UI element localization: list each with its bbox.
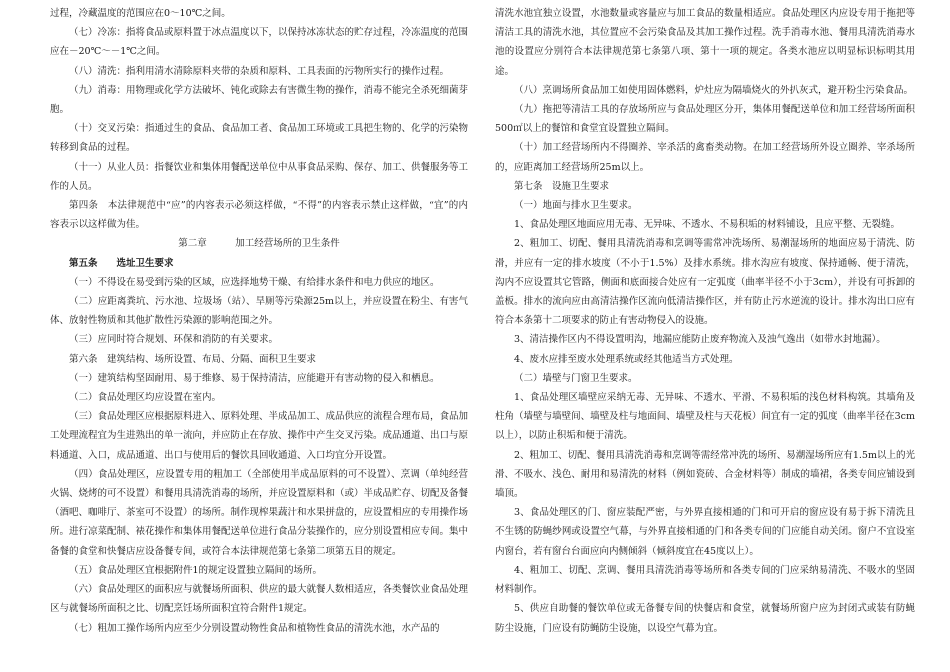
article-heading: 第七条 设施卫生要求 — [514, 180, 610, 192]
paragraph: （一）建筑结构坚固耐用、易于维修、易于保持清洁，应能避开有害动物的侵入和栖息。 — [69, 372, 440, 384]
paragraph: （三）应同时符合规划、环保和消防的有关要求。 — [69, 334, 279, 346]
paragraph: （三）食品处理区应根据原料进入、原料处理、半成品加工、成品供应的流程合理布局，食品加工处理流程宜为生进熟出的单一流向，并应防止在存放、操作中产生交叉污染。成品通道、出口与原料通道、入口，成品通道、出口与使用后的餐饮具回收通道、入口均宜分开设置。 — [50, 411, 469, 461]
paragraph: （六）食品处理区的面积应与就餐场所面积、供应的最大就餐人数相适应，各类餐饮业食品处理区与就餐场所面积之比、切配烹饪场所面积宜符合附件1规定。 — [50, 584, 469, 615]
paragraph: 4、粗加工、切配、烹调、餐用具清洗消毒等场所和各类专间的门应采纳易清洗、不吸水的坚固材料制作。 — [495, 564, 915, 596]
paragraph: 清洗水池宜独立设置，水池数量或容量应与加工食品的数量相适应。食品处理区内应设专用于拖把等清洁工具的清洗水池，其位置应不会污染食品及其加工操作过程。洗手消毒水池、餐用具清洗消毒水池的设置应分别符合本法律规范第七条第八项、第十一项的规定。各类水池应以明显标识标明其用途。 — [495, 8, 915, 77]
article-heading: 第四条 本法律规范中“应”的内容表示必须这样做，“不得”的内容表示禁止这样做，“宜”的内容表示以这样做为佳。 — [50, 200, 468, 231]
paragraph: （一）不得设在易受到污染的区域，应选择地势干燥、有给排水条件和电力供应的地区。 — [69, 276, 440, 288]
right-column — [495, 4, 915, 638]
left-column — [50, 4, 468, 638]
paragraph: 4、废水应排至废水处理系统或经其他适当方式处理。 — [514, 353, 739, 365]
paragraph: 2、粗加工、切配、餐用具清洗消毒和烹调等需常冲洗场所、易潮湿场所的地面应易于清洗、防滑，并应有一定的排水坡度（不小于1.5%）及排水系统。排水沟应有坡度、保持通畅、便于清洗，沟内不应设置其它管路，侧面和底面接合处应有一定弧度（曲率半径不小于3cm），并设有可拆卸的盖板。排水的流向应由高清洁操作区流向低清洁操作区，并有防止污水逆流的设计。排水沟出口应有符合本条第十二项要求的防止有害动物侵入的设施。 — [495, 238, 915, 327]
paragraph: （二）应距离粪坑、污水池、垃圾场（站）、旱厕等污染源25m以上，并应设置在粉尘、有害气体、放射性物质和其他扩散性污染源的影响范围之外。 — [50, 296, 468, 327]
paragraph: （二）食品处理区均应设置在室内。 — [69, 392, 222, 404]
section-heading: （二）墙壁与门窗卫生要求。 — [514, 372, 638, 384]
paragraph: （八）清洗：指利用清水清除原料夹带的杂质和原料、工具表面的污物所实行的操作过程。 — [69, 65, 450, 77]
paragraph: （八）烹调场所食品加工如使用固体燃料，炉灶应为隔墙烧火的外扒灰式，避开粉尘污染食品。 — [514, 84, 914, 96]
paragraph: （十）交叉污染：指通过生的食品、食品加工者、食品加工环境或工具把生物的、化学的污染物转移到食品的过程。 — [50, 123, 469, 154]
paragraph: 5、供应自助餐的餐饮单位或无备餐专间的快餐店和食堂，就餐场所窗户应为封闭式或装有防蝇防尘设施，门应设有防蝇防尘设施，以设空气幕为宜。 — [495, 603, 915, 634]
paragraph: （九）拖把等清洁工具的存放场所应与食品处理区分开，集体用餐配送单位和加工经营场所面积500㎡以上的餐馆和食堂宜设置独立隔间。 — [495, 104, 915, 135]
paragraph: （九）消毒：用物理或化学方法破坏、钝化或除去有害微生物的操作，消毒不能完全杀死细菌芽胞。 — [50, 84, 469, 116]
paragraph: 过程，冷藏温度的范围应在0～10℃之间。 — [50, 8, 231, 19]
article-heading: 第六条 建筑结构、场所设置、布局、分隔、面积卫生要求 — [69, 353, 317, 365]
paragraph: 3、清洁操作区内不得设置明沟，地漏应能防止废弃物流入及浊气逸出（如带水封地漏）。 — [514, 334, 886, 346]
article-heading: 第五条 选址卫生要求 — [69, 257, 174, 269]
chapter-title: 第二章 加工经营场所的卫生条件 — [178, 238, 340, 250]
paragraph: （四）食品处理区，应设置专用的粗加工（全部使用半成品原料的可不设置）、烹调（单纯经营火锅、烧烤的可不设置）和餐用具清洗消毒的场所，并应设置原料和（或）半成品贮存、切配及备餐（酒吧、咖啡厅、茶室可不设置）的场所。制作现榨果蔬汁和水果拼盘的，应设置相应的专用操作场所。进行凉菜配制、裱花操作和集体用餐配送单位进行食品分装操作的，应分别设置相应专间。集中备餐的食堂和快餐店应设备餐专间，或符合本法律规范第七条第二项第五目的规定。 — [50, 468, 469, 557]
section-heading: （一）地面与排水卫生要求。 — [514, 200, 638, 212]
paragraph: 3、食品处理区的门、窗应装配严密，与外界直接相通的门和可开启的窗应设有易于拆下清洗且不生锈的防蝇纱网或设置空气幕，与外界直接相通的门和各类专间的门应能自动关闭。窗户不宜设室内窗台，若有窗台台面应向内侧倾斜（倾斜度宜在45度以上）。 — [495, 507, 915, 557]
paragraph: 1、食品处理区墙壁应采纳无毒、无异味、不透水、平滑、不易积垢的浅色材料构筑。其墙角及柱角（墙壁与墙壁间、墙壁及柱与地面间、墙壁及柱与天花板）间宜有一定的弧度（曲率半径在3cm以上），以防止积垢和便于清洗。 — [495, 392, 915, 442]
paragraph: （七）粗加工操作场所内应至少分别设置动物性食品和植物性食品的清洗水池，水产品的 — [69, 622, 440, 634]
paragraph: 2、粗加工、切配、餐用具清洗消毒和烹调等需经常冲洗的场所、易潮湿场所应有1.5m以上的光滑、不吸水、浅色、耐用和易清洗的材料（例如瓷砖、合金材料等）制成的墙裙，各类专间应铺设到墙顶。 — [495, 449, 915, 500]
paragraph: （五）食品处理区宜根据附件1的规定设置独立隔间的场所。 — [69, 564, 323, 576]
paragraph: （十一）从业人员：指餐饮业和集体用餐配送单位中从事食品采购、保存、加工、供餐服务等工作的人员。 — [50, 161, 469, 192]
paragraph: 1、食品处理区地面应用无毒、无异味、不透水、不易积垢的材料铺设，且应平整、无裂缝。 — [514, 219, 901, 231]
paragraph: （七）冷冻：指将食品或原料置于冰点温度以下，以保持冰冻状态的贮存过程，冷冻温度的范围应在－20℃～－1℃之间。 — [50, 27, 469, 58]
paragraph: （十）加工经营场所内不得圈养、宰杀活的禽畜类动物。在加工经营场所外设立圈养、宰杀场所的，应距离加工经营场所25m以上。 — [495, 142, 915, 173]
